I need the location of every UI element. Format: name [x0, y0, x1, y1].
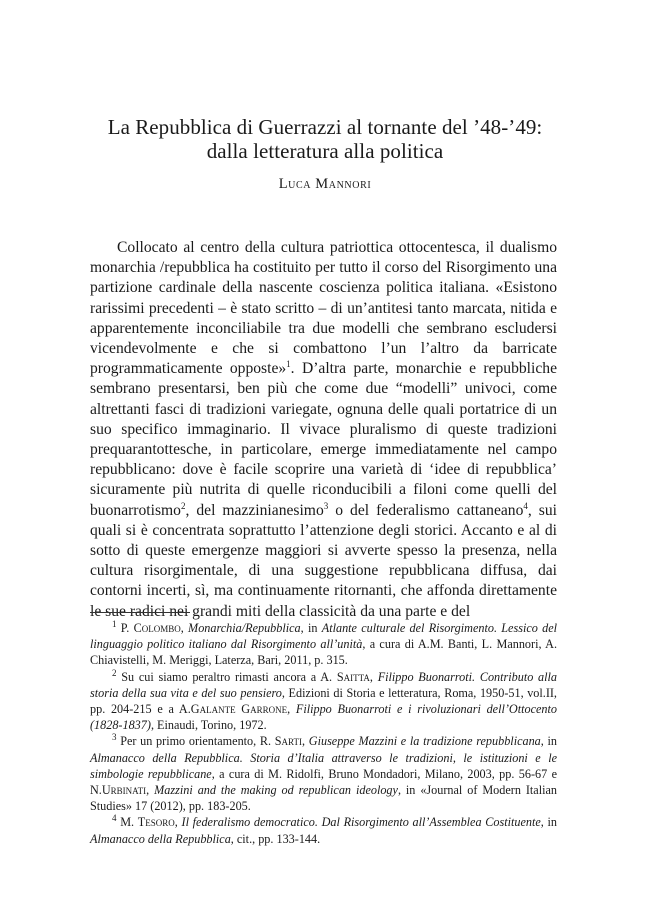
footnote-work-title: Almanacco della Repubblica. Storia d’Italia attraverso le tradizioni, le istituzioni e le simbologie repubblicane [90, 750, 557, 781]
body-segment: Collocato al centro della cultura patriottica ottocentesca, il dualismo monarchia /repubblica ha costituito per tutto il corso del Risorgimento una partizione cardinale della nascente coscienza politica italiana. «Esistono rarissimi precedenti – è stato scritto – di un’antitesi tanto marcata, nitida e apparentemente inconciliabile tra due modelli che sembrano escludersi vicendevolmente e che si combattono l’un l’altro da barricate programmaticamente opposte» [90, 239, 557, 378]
footnotes [90, 620, 557, 847]
footnote-work-title: Filippo Buonarroti. Contributo alla storia della sua vita e del suo pensiero [90, 669, 558, 700]
article-title-line-2: dalla letteratura alla politica [206, 139, 444, 163]
footnote-author: Urbinati [101, 783, 147, 798]
footnote-number: 3 [112, 732, 117, 743]
footnote-number: 1 [112, 618, 117, 629]
footnote-ref-1[interactable]: 1 [286, 359, 291, 370]
footnote-work-title: Mazzini and the making od republican ideology [154, 783, 398, 798]
footnote-author: Tesoro [137, 815, 175, 830]
footnote-text: , [302, 734, 309, 749]
footnote-text: Per un primo orientamento, R. [116, 734, 275, 749]
body-paragraph [90, 238, 557, 622]
footnote-ref-3[interactable]: 3 [323, 500, 329, 511]
footnote-1 [90, 620, 557, 669]
footnote-text: , a cura di M. Ridolfi, Bruno Mondadori, Milano, 2003, pp. 56-67 e N. [90, 766, 557, 798]
body-segment: , del mazzinianesimo [185, 501, 324, 519]
footnote-ref-2[interactable]: 2 [180, 500, 186, 511]
footnote-number: 2 [112, 667, 117, 678]
footnote-work-title: Giuseppe Mazzini e la tradizione repubblicana [308, 734, 541, 749]
footnote-work-title: Filippo Buonarroti e i rivoluzionari dell’Ottocento (1828-1837) [90, 702, 557, 733]
body-segment: . D’altra parte, monarchie e repubbliche sembrano presentarsi, ben più che come due “modelli” univoci, come altrettanti fasci di tradizioni variegate, ognuna delle quali portatrice di un suo specifico immaginario. Il vivace pluralismo di queste tradizioni prequarantottesche, in particolare, emerge immediatamente nel campo repubblicano: dove è facile scoprire una varietà di ‘idee di repubblica’ sicuramente più nutrita di quelle riconducibili a filoni come quelli del buonarrotismo [90, 360, 557, 519]
footnote-text: , in [540, 734, 558, 749]
footnote-text: , Einaudi, Torino, 1972. [150, 718, 267, 733]
article-title-line-1: La Repubblica di Guerrazzi al tornante del ’48-’49: [107, 115, 543, 139]
footnote-4 [90, 814, 557, 846]
footnote-number: 4 [112, 813, 117, 824]
footnote-3 [90, 733, 557, 814]
footnote-work-title: Il federalismo democratico. Dal Risorgimento all’Assemblea Costituente [181, 815, 541, 830]
footnote-text: , cit., pp. 133-144. [230, 831, 321, 846]
footnote-text: , [180, 621, 189, 635]
footnote-text: , [146, 783, 155, 798]
body-segment: o del federalismo cattaneano [328, 501, 524, 519]
footnote-text: , Edizioni di Storia e letteratura, Roma, 1950-51, vol.II, pp. 204-215 e a A. [90, 685, 557, 717]
footnote-work-title: Atlante culturale del Risorgimento. Lessico del linguaggio politico italiano dal Risorgimento all’unità [90, 621, 558, 652]
footnote-author: Galante Garrone [190, 702, 288, 717]
footnote-work-title: Monarchia/Repubblica [188, 621, 301, 635]
footnote-text: , in [300, 621, 322, 635]
footnote-author: Saitta [336, 669, 370, 684]
footnote-ref-4[interactable]: 4 [523, 500, 528, 511]
footnote-2 [90, 669, 557, 734]
footnote-text: P. [116, 621, 134, 635]
footnote-text: , in [540, 815, 558, 830]
footnote-text: M. [116, 815, 138, 830]
article-author: Luca Mannori [278, 176, 372, 192]
footnote-author: Colombo [133, 621, 181, 635]
footnote-text: , in «Journal of Modern Italian Studies» 17 (2012), pp. 183-205. [90, 783, 557, 814]
footnote-text: , [174, 815, 182, 830]
footnote-text: , [369, 669, 378, 684]
footnote-divider [90, 612, 190, 613]
footnote-work-title: Almanacco della Repubblica [90, 831, 231, 846]
footnote-author: Sarti [274, 734, 303, 749]
body-segment: , sui quali si è concentrata soprattutto l’attenzione degli storici. Accanto e al di sotto di queste emergenze maggiori si avverte spesso la presenza, nella cultura risorgimentale, di una suggestione repubblicana diffusa, dai contorni incerti, sì, ma continuamente ritornanti, che affonda direttamente le sue radici nei grandi miti della classicità da una parte e del [90, 501, 557, 620]
footnote-text: Su cui siamo peraltro rimasti ancora a A. [116, 669, 337, 684]
body-text [90, 238, 557, 622]
footnote-text: , [287, 702, 296, 717]
footnote-text: , a cura di A.M. Banti, L. Mannori, A. Chiavistelli, M. Meriggi, Laterza, Bari, 2011, p. 315. [90, 637, 557, 668]
